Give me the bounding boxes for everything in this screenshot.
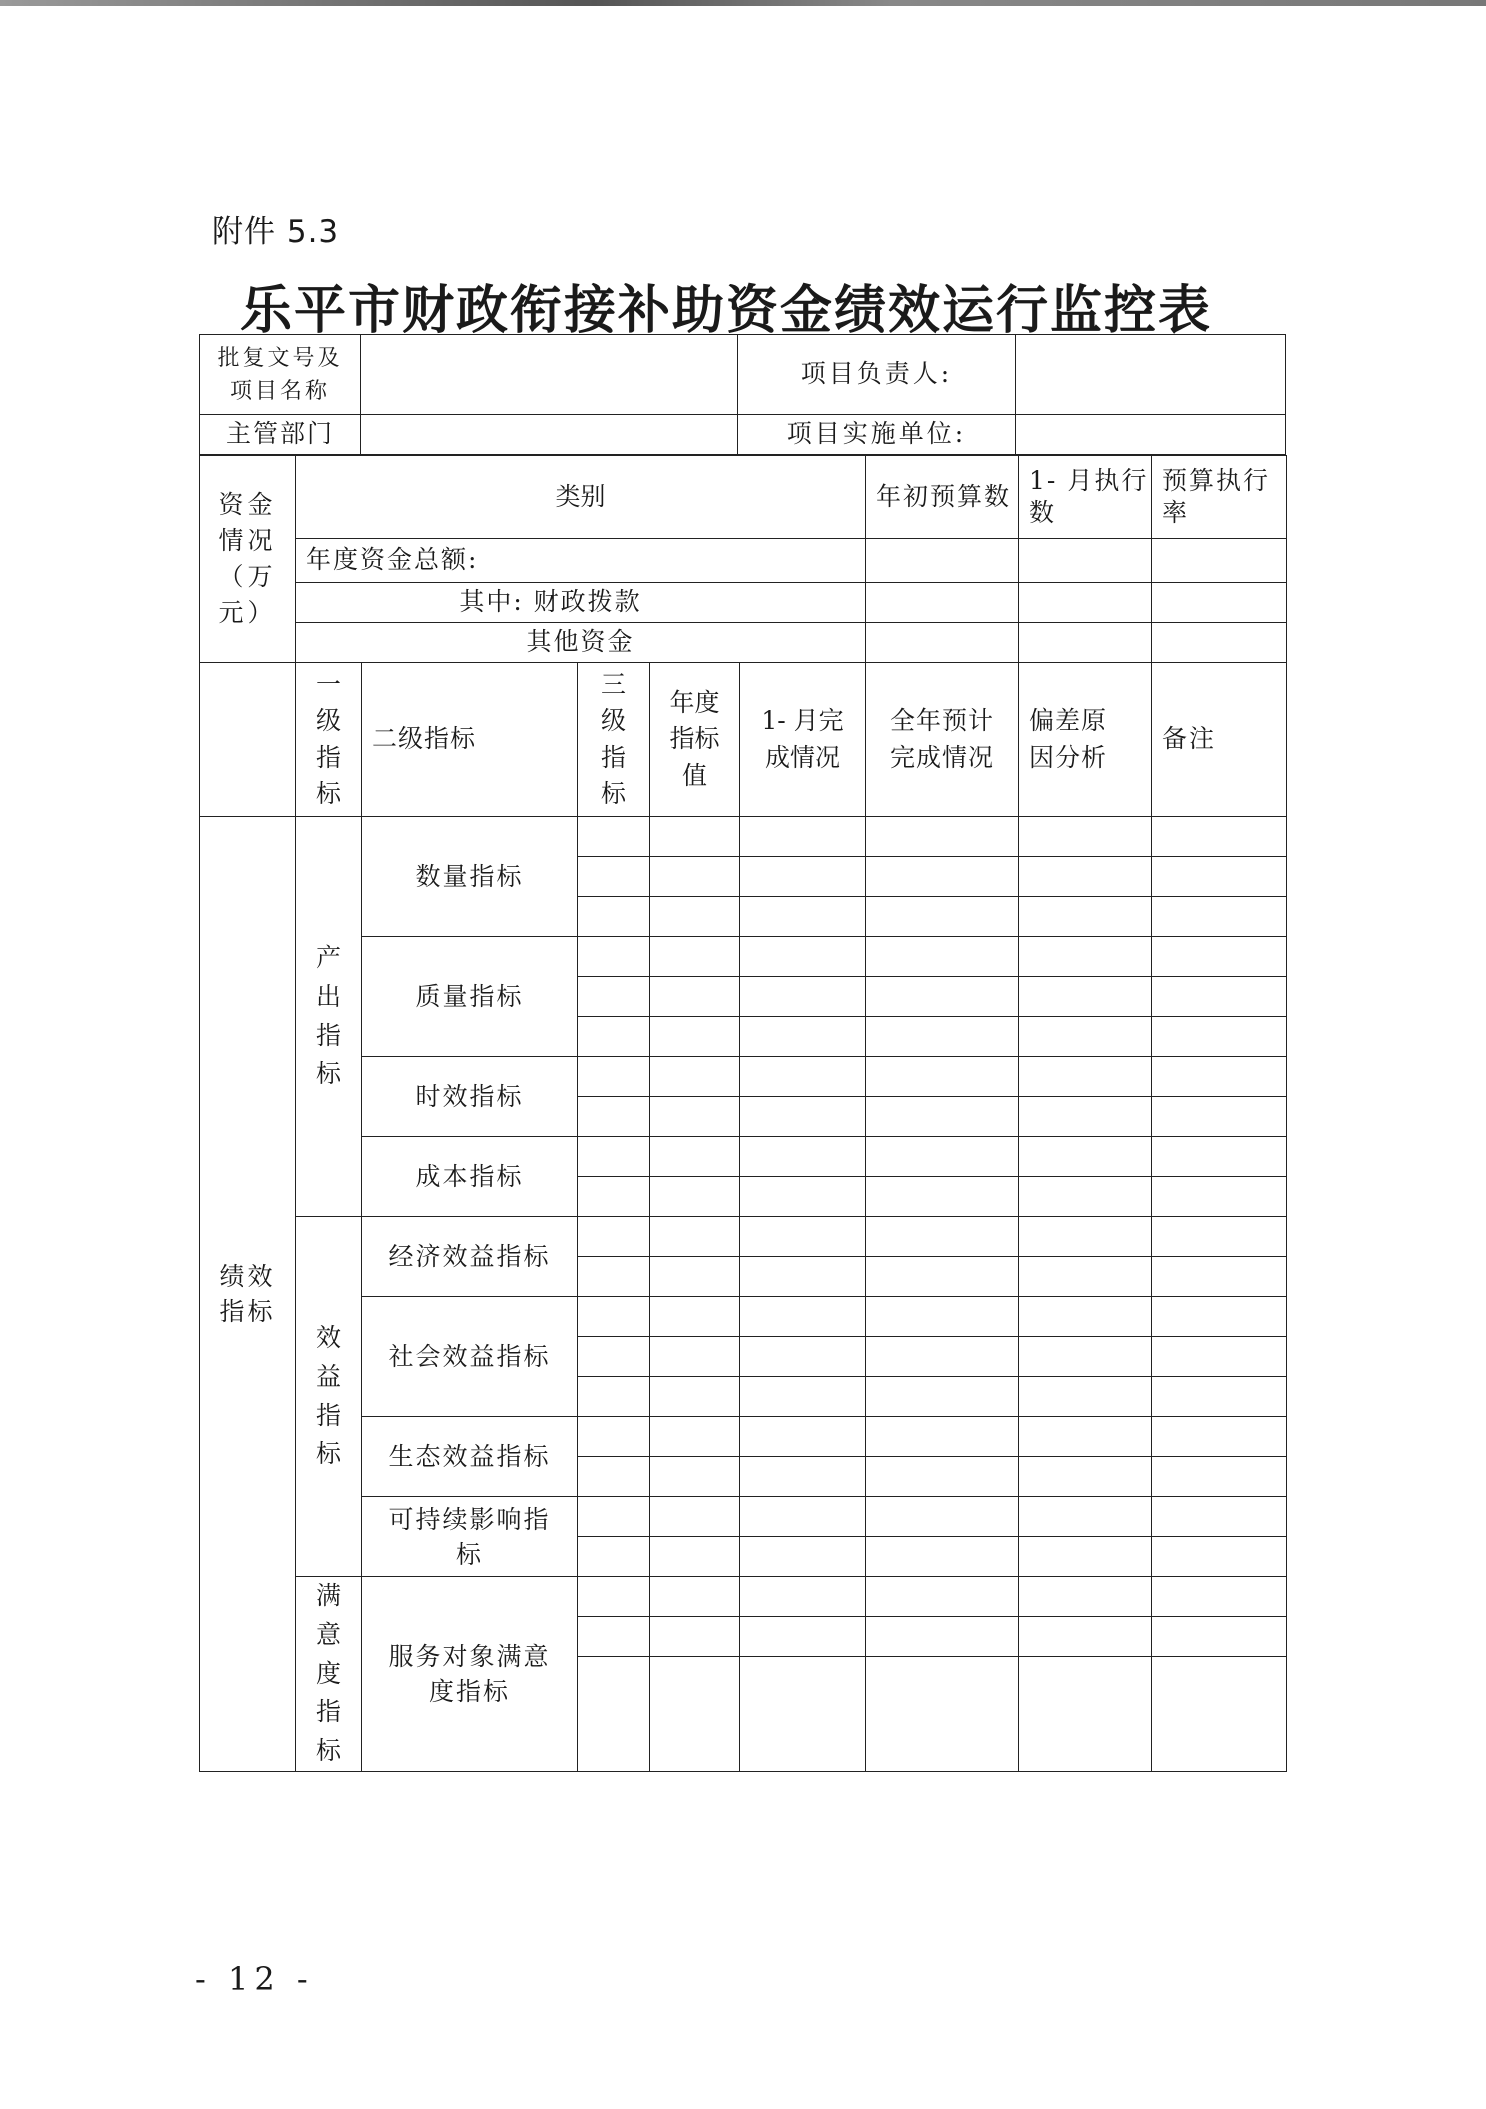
remarks-field[interactable] xyxy=(1152,1137,1287,1177)
funds-row-fiscal-initial[interactable] xyxy=(866,583,1019,623)
completed-field[interactable] xyxy=(740,857,866,897)
annual-target-field[interactable] xyxy=(650,1657,740,1772)
forecast-field[interactable] xyxy=(866,1457,1019,1497)
level3-field[interactable] xyxy=(578,1537,650,1577)
remarks-field[interactable] xyxy=(1152,1457,1287,1497)
indicator-row xyxy=(200,1577,1287,1617)
deviation-field[interactable] xyxy=(1019,897,1152,937)
level3-field[interactable] xyxy=(578,1257,650,1297)
completed-field[interactable] xyxy=(740,1217,866,1257)
forecast-field[interactable] xyxy=(866,1417,1019,1457)
project-leader-label: 项目负责人: xyxy=(738,335,1016,415)
approval-label: 批复文号及项目名称 xyxy=(200,335,361,415)
level3-field[interactable] xyxy=(578,1097,650,1137)
remarks-field[interactable] xyxy=(1152,1337,1287,1377)
level3-field[interactable] xyxy=(578,1017,650,1057)
forecast-field[interactable] xyxy=(866,897,1019,937)
project-info-table xyxy=(199,334,1286,455)
deviation-field[interactable] xyxy=(1019,977,1152,1017)
annual-target-header: 年度指标值 xyxy=(650,663,740,817)
funds-row-total-rate[interactable] xyxy=(1152,539,1287,583)
annual-target-field[interactable] xyxy=(650,1337,740,1377)
remarks-field[interactable] xyxy=(1152,1657,1287,1772)
level3-field[interactable] xyxy=(578,1617,650,1657)
completed-field[interactable] xyxy=(740,1337,866,1377)
level3-field[interactable] xyxy=(578,897,650,937)
initial-budget-header: 年初预算数 xyxy=(866,456,1019,539)
indicator-row xyxy=(200,1057,1287,1097)
forecast-field[interactable] xyxy=(866,1097,1019,1137)
completed-field[interactable] xyxy=(740,1537,866,1577)
level2-cell: 质量指标 xyxy=(362,937,578,1057)
indicator-row xyxy=(200,1137,1287,1177)
completed-field[interactable] xyxy=(740,1657,866,1772)
funds-row-total-executed[interactable] xyxy=(1019,539,1152,583)
forecast-field[interactable] xyxy=(866,1617,1019,1657)
level1-header: 一级指标 xyxy=(296,663,362,817)
funds-row-other-initial[interactable] xyxy=(866,623,1019,663)
completed-field[interactable] xyxy=(740,1177,866,1217)
indicator-row xyxy=(200,817,1287,857)
indicator-row xyxy=(200,1297,1287,1337)
remarks-field[interactable] xyxy=(1152,1177,1287,1217)
level3-field[interactable] xyxy=(578,817,650,857)
completed-field[interactable] xyxy=(740,1257,866,1297)
deviation-field[interactable] xyxy=(1019,1577,1152,1617)
completed-field[interactable] xyxy=(740,1577,866,1617)
funds-row-other-rate[interactable] xyxy=(1152,623,1287,663)
remarks-field[interactable] xyxy=(1152,1577,1287,1617)
level3-field[interactable] xyxy=(578,857,650,897)
completed-field[interactable] xyxy=(740,1497,866,1537)
forecast-field[interactable] xyxy=(866,817,1019,857)
annual-target-field[interactable] xyxy=(650,1097,740,1137)
level3-field[interactable] xyxy=(578,1497,650,1537)
level2-header: 二级指标 xyxy=(362,663,578,817)
annual-target-field[interactable] xyxy=(650,1497,740,1537)
annual-target-field[interactable] xyxy=(650,1577,740,1617)
level3-field[interactable] xyxy=(578,1297,650,1337)
level3-field[interactable] xyxy=(578,1217,650,1257)
level3-header: 三级指标 xyxy=(578,663,650,817)
level3-field[interactable] xyxy=(578,1177,650,1217)
completed-field[interactable] xyxy=(740,937,866,977)
implementer-label: 项目实施单位: xyxy=(738,415,1016,455)
level1-cell: 满意度指标 xyxy=(296,1577,362,1772)
remarks-field[interactable] xyxy=(1152,1297,1287,1337)
completed-field[interactable] xyxy=(740,1617,866,1657)
remarks-field[interactable] xyxy=(1152,897,1287,937)
completed-field[interactable] xyxy=(740,817,866,857)
annual-target-field[interactable] xyxy=(650,1537,740,1577)
annual-target-field[interactable] xyxy=(650,817,740,857)
indicators-section-label: 绩效指标 xyxy=(200,817,296,1772)
scan-edge xyxy=(0,0,1486,6)
completed-field[interactable] xyxy=(740,977,866,1017)
remarks-field[interactable] xyxy=(1152,1097,1287,1137)
remarks-field[interactable] xyxy=(1152,817,1287,857)
deviation-field[interactable] xyxy=(1019,937,1152,977)
page-title: 乐平市财政衔接补助资金绩效运行监控表 xyxy=(240,280,1213,341)
level3-field[interactable] xyxy=(578,977,650,1017)
approval-field[interactable] xyxy=(361,335,738,415)
deviation-field[interactable] xyxy=(1019,1097,1152,1137)
remarks-field[interactable] xyxy=(1152,1497,1287,1537)
forecast-field[interactable] xyxy=(866,1017,1019,1057)
annual-target-field[interactable] xyxy=(650,897,740,937)
deviation-field[interactable] xyxy=(1019,857,1152,897)
forecast-field[interactable] xyxy=(866,857,1019,897)
annual-target-field[interactable] xyxy=(650,1457,740,1497)
forecast-field[interactable] xyxy=(866,1537,1019,1577)
annual-target-field[interactable] xyxy=(650,1297,740,1337)
level3-field[interactable] xyxy=(578,937,650,977)
completed-field[interactable] xyxy=(740,1137,866,1177)
deviation-field[interactable] xyxy=(1019,1337,1152,1377)
deviation-field[interactable] xyxy=(1019,1257,1152,1297)
funds-row-other-executed[interactable] xyxy=(1019,623,1152,663)
forecast-field[interactable] xyxy=(866,1497,1019,1537)
deviation-field[interactable] xyxy=(1019,1017,1152,1057)
deviation-field[interactable] xyxy=(1019,817,1152,857)
remarks-field[interactable] xyxy=(1152,857,1287,897)
funds-indicators-table xyxy=(199,455,1287,1772)
forecast-field[interactable] xyxy=(866,1137,1019,1177)
annual-target-field[interactable] xyxy=(650,977,740,1017)
annual-target-field[interactable] xyxy=(650,1217,740,1257)
level2-cell: 服务对象满意度指标 xyxy=(362,1577,578,1772)
level2-cell: 社会效益指标 xyxy=(362,1297,578,1417)
level2-cell: 时效指标 xyxy=(362,1057,578,1137)
funds-row-other-label: 其他资金 xyxy=(296,623,866,663)
department-label: 主管部门 xyxy=(200,415,361,455)
completed-field[interactable] xyxy=(740,897,866,937)
annual-target-field[interactable] xyxy=(650,857,740,897)
attachment-label: 附件 5.3 xyxy=(212,214,340,250)
level3-field[interactable] xyxy=(578,1657,650,1772)
remarks-header: 备注 xyxy=(1152,663,1287,817)
deviation-field[interactable] xyxy=(1019,1137,1152,1177)
forecast-field[interactable] xyxy=(866,1297,1019,1337)
deviation-field[interactable] xyxy=(1019,1057,1152,1097)
completed-field[interactable] xyxy=(740,1297,866,1337)
remarks-field[interactable] xyxy=(1152,1377,1287,1417)
level3-field[interactable] xyxy=(578,1057,650,1097)
funds-row-total-label: 年度资金总额: xyxy=(296,539,866,583)
annual-target-field[interactable] xyxy=(650,1377,740,1417)
level2-cell: 数量指标 xyxy=(362,817,578,937)
deviation-field[interactable] xyxy=(1019,1177,1152,1217)
annual-target-field[interactable] xyxy=(650,1257,740,1297)
indicator-row xyxy=(200,1497,1287,1537)
funds-row-total-initial[interactable] xyxy=(866,539,1019,583)
funds-row-fiscal-rate[interactable] xyxy=(1152,583,1287,623)
category-header: 类别 xyxy=(296,456,866,539)
deviation-field[interactable] xyxy=(1019,1537,1152,1577)
execution-rate-header: 预算执行率 xyxy=(1152,456,1287,539)
completed-header: 1- 月完成情况 xyxy=(740,663,866,817)
level2-cell: 生态效益指标 xyxy=(362,1417,578,1497)
deviation-field[interactable] xyxy=(1019,1617,1152,1657)
remarks-field[interactable] xyxy=(1152,1017,1287,1057)
indicator-header-blank xyxy=(200,663,296,817)
remarks-field[interactable] xyxy=(1152,1617,1287,1657)
annual-target-field[interactable] xyxy=(650,937,740,977)
completed-field[interactable] xyxy=(740,1057,866,1097)
forecast-field[interactable] xyxy=(866,1577,1019,1617)
indicator-row xyxy=(200,1217,1287,1257)
level2-cell: 可持续影响指标 xyxy=(362,1497,578,1577)
deviation-field[interactable] xyxy=(1019,1497,1152,1537)
forecast-field[interactable] xyxy=(866,937,1019,977)
annual-target-field[interactable] xyxy=(650,1137,740,1177)
forecast-header: 全年预计完成情况 xyxy=(866,663,1019,817)
implementer-field[interactable] xyxy=(1016,415,1286,455)
deviation-field[interactable] xyxy=(1019,1457,1152,1497)
page-number: - 12 - xyxy=(195,1960,314,1998)
deviation-field[interactable] xyxy=(1019,1657,1152,1772)
remarks-field[interactable] xyxy=(1152,1417,1287,1457)
level3-field[interactable] xyxy=(578,1457,650,1497)
executed-header: 1- 月执行数 xyxy=(1019,456,1152,539)
forecast-field[interactable] xyxy=(866,977,1019,1017)
funds-row-fiscal-executed[interactable] xyxy=(1019,583,1152,623)
level1-cell: 产出指标 xyxy=(296,817,362,1217)
funds-row-fiscal-label: 其中: 财政拨款 xyxy=(296,583,866,623)
remarks-field[interactable] xyxy=(1152,1217,1287,1257)
annual-target-field[interactable] xyxy=(650,1017,740,1057)
forecast-field[interactable] xyxy=(866,1057,1019,1097)
level3-field[interactable] xyxy=(578,1377,650,1417)
completed-field[interactable] xyxy=(740,1377,866,1417)
forecast-field[interactable] xyxy=(866,1657,1019,1772)
remarks-field[interactable] xyxy=(1152,977,1287,1017)
funds-section-label: 资金情况（万元） xyxy=(200,456,296,663)
remarks-field[interactable] xyxy=(1152,937,1287,977)
remarks-field[interactable] xyxy=(1152,1057,1287,1097)
annual-target-field[interactable] xyxy=(650,1417,740,1457)
deviation-field[interactable] xyxy=(1019,1217,1152,1257)
remarks-field[interactable] xyxy=(1152,1257,1287,1297)
forecast-field[interactable] xyxy=(866,1177,1019,1217)
forecast-field[interactable] xyxy=(866,1337,1019,1377)
annual-target-field[interactable] xyxy=(650,1617,740,1657)
level2-cell: 成本指标 xyxy=(362,1137,578,1217)
forecast-field[interactable] xyxy=(866,1217,1019,1257)
completed-field[interactable] xyxy=(740,1417,866,1457)
forecast-field[interactable] xyxy=(866,1377,1019,1417)
deviation-header: 偏差原因分析 xyxy=(1019,663,1152,817)
completed-field[interactable] xyxy=(740,1097,866,1137)
remarks-field[interactable] xyxy=(1152,1537,1287,1577)
level3-field[interactable] xyxy=(578,1137,650,1177)
level1-cell: 效益指标 xyxy=(296,1217,362,1577)
deviation-field[interactable] xyxy=(1019,1417,1152,1457)
level3-field[interactable] xyxy=(578,1577,650,1617)
annual-target-field[interactable] xyxy=(650,1057,740,1097)
department-field[interactable] xyxy=(361,415,738,455)
completed-field[interactable] xyxy=(740,1457,866,1497)
annual-target-field[interactable] xyxy=(650,1177,740,1217)
forecast-field[interactable] xyxy=(866,1257,1019,1297)
completed-field[interactable] xyxy=(740,1017,866,1057)
indicator-row xyxy=(200,937,1287,977)
deviation-field[interactable] xyxy=(1019,1377,1152,1417)
indicator-row xyxy=(200,1417,1287,1457)
project-leader-field[interactable] xyxy=(1016,335,1286,415)
deviation-field[interactable] xyxy=(1019,1297,1152,1337)
level2-cell: 经济效益指标 xyxy=(362,1217,578,1297)
level3-field[interactable] xyxy=(578,1417,650,1457)
level3-field[interactable] xyxy=(578,1337,650,1377)
